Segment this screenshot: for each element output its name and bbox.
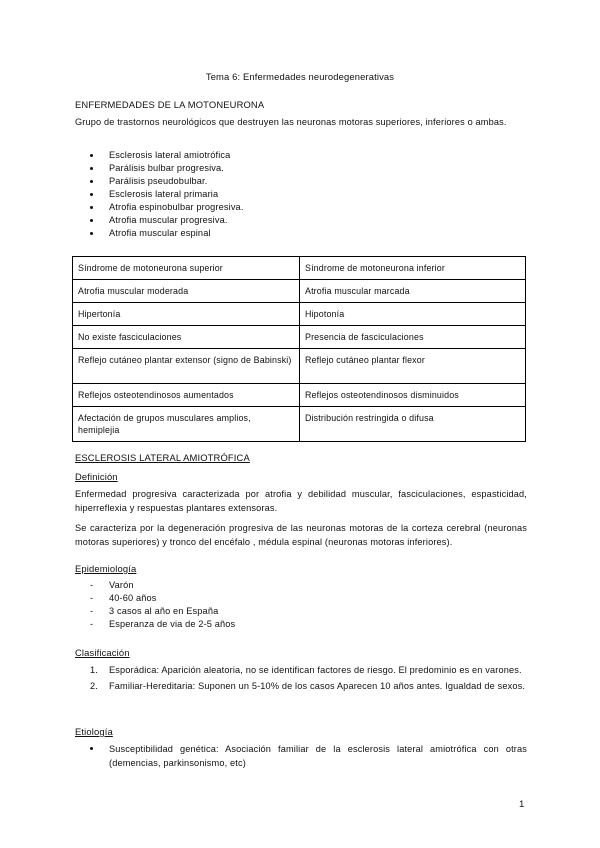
table-row [73, 407, 526, 442]
bullet-icon [90, 167, 93, 170]
subheading-clasificacion: Clasificación [75, 647, 130, 658]
table-cell: Síndrome de motoneurona superior [73, 257, 300, 280]
table-cell: Atrofia muscular marcada [300, 280, 526, 303]
disease-bullet-list [90, 149, 244, 240]
list-item: Parálisis bulbar progresiva. [90, 162, 244, 175]
intro-paragraph: Grupo de trastornos neurológicos que destruyen las neuronas motoras superiores, inferiores o ambas. [75, 117, 507, 127]
subheading-definicion: Definición [75, 471, 118, 482]
dash-icon: - [90, 580, 94, 590]
table-cell: Atrofia muscular moderada [73, 280, 300, 303]
list-number: 2. [90, 681, 98, 691]
table-cell: Distribución restringida o difusa [300, 407, 526, 442]
document-title: Tema 6: Enfermedades neurodegenerativas [205, 71, 395, 82]
table-cell: Reflejos osteotendinosos aumentados [73, 384, 300, 407]
epidemiology-list [90, 579, 235, 631]
dash-icon: - [90, 619, 94, 629]
section-heading-ela: ESCLEROSIS LATERAL AMIOTRÓFICA [75, 452, 250, 463]
table-cell: Reflejo cutáneo plantar flexor [300, 349, 526, 384]
page-number: 1 [519, 799, 525, 810]
list-item: Esclerosis lateral primaria [90, 188, 244, 201]
list-item: Atrofia espinobulbar progresiva. [90, 201, 244, 214]
bullet-icon [90, 206, 93, 209]
definition-paragraph-2: Se caracteriza por la degeneración progresiva de las neuronas motoras de la corteza cerebral (neuronas motoras superiores) y tronco del encéfalo , médula espinal (neuronas motoras inferiores). [75, 523, 527, 547]
table-cell: Hipotonía [300, 303, 526, 326]
bullet-icon [90, 219, 93, 222]
table-cell: No existe fasciculaciones [73, 326, 300, 349]
list-item: 2. Familiar-Hereditaria: Suponen un 5-10% de los casos Aparecen 10 años antes. Igualdad de sexos. [90, 681, 526, 691]
list-item: Atrofia muscular progresiva. [90, 214, 244, 227]
bullet-icon [90, 154, 93, 157]
subheading-etiologia: Etiología [75, 726, 113, 737]
table-cell: Afectación de grupos musculares amplios, hemiplejia [73, 407, 300, 442]
table-cell: Reflejo cutáneo plantar extensor (signo de Babinski) [73, 349, 300, 384]
list-item: - Varón [90, 580, 134, 590]
comparison-table [72, 256, 526, 442]
table-cell: Hipertonía [73, 303, 300, 326]
bullet-icon [90, 193, 93, 196]
list-item: Atrofia muscular espinal [90, 227, 244, 240]
table-row [73, 384, 526, 407]
classification-list [90, 663, 527, 695]
bullet-icon [90, 747, 93, 750]
list-number: 1. [90, 665, 98, 675]
list-item: 1. Esporádica: Aparición aleatoria, no se identifican factores de riesgo. El predominio es en varones. [90, 665, 522, 675]
list-item: - 40-60 años [90, 593, 157, 603]
list-item: Parálisis pseudobulbar. [90, 175, 244, 188]
table-row [73, 303, 526, 326]
section-heading-motoneurona: ENFERMEDADES DE LA MOTONEURONA [75, 99, 265, 110]
bullet-icon [90, 180, 93, 183]
list-item: - Esperanza de via de 2-5 años [90, 619, 236, 629]
table-cell: Reflejos osteotendinosos disminuidos [300, 384, 526, 407]
list-item: Susceptibilidad genética: Asociación familiar de la esclerosis lateral amiotrófica con otras (demencias, parkinsonismo, etc) [90, 742, 527, 770]
etiology-list [90, 742, 527, 772]
dash-icon: - [90, 593, 94, 603]
table-cell: Síndrome de motoneurona inferior [300, 257, 526, 280]
bullet-icon [90, 232, 93, 235]
list-item: Esclerosis lateral amiotrófica [90, 149, 244, 162]
table-row [73, 326, 526, 349]
table-row [73, 257, 526, 280]
table-row [73, 349, 526, 384]
dash-icon: - [90, 606, 94, 616]
subheading-epidemiologia: Epidemiología [75, 563, 137, 574]
definition-paragraph-1: Enfermedad progresiva caracterizada por atrofia y debilidad muscular, fasciculaciones, espasticidad, hiperreflexia y respuestas plantares extensoras. [75, 489, 527, 513]
table-cell: Presencia de fasciculaciones [300, 326, 526, 349]
list-item: - 3 casos al año en España [90, 606, 219, 616]
table-row [73, 280, 526, 303]
